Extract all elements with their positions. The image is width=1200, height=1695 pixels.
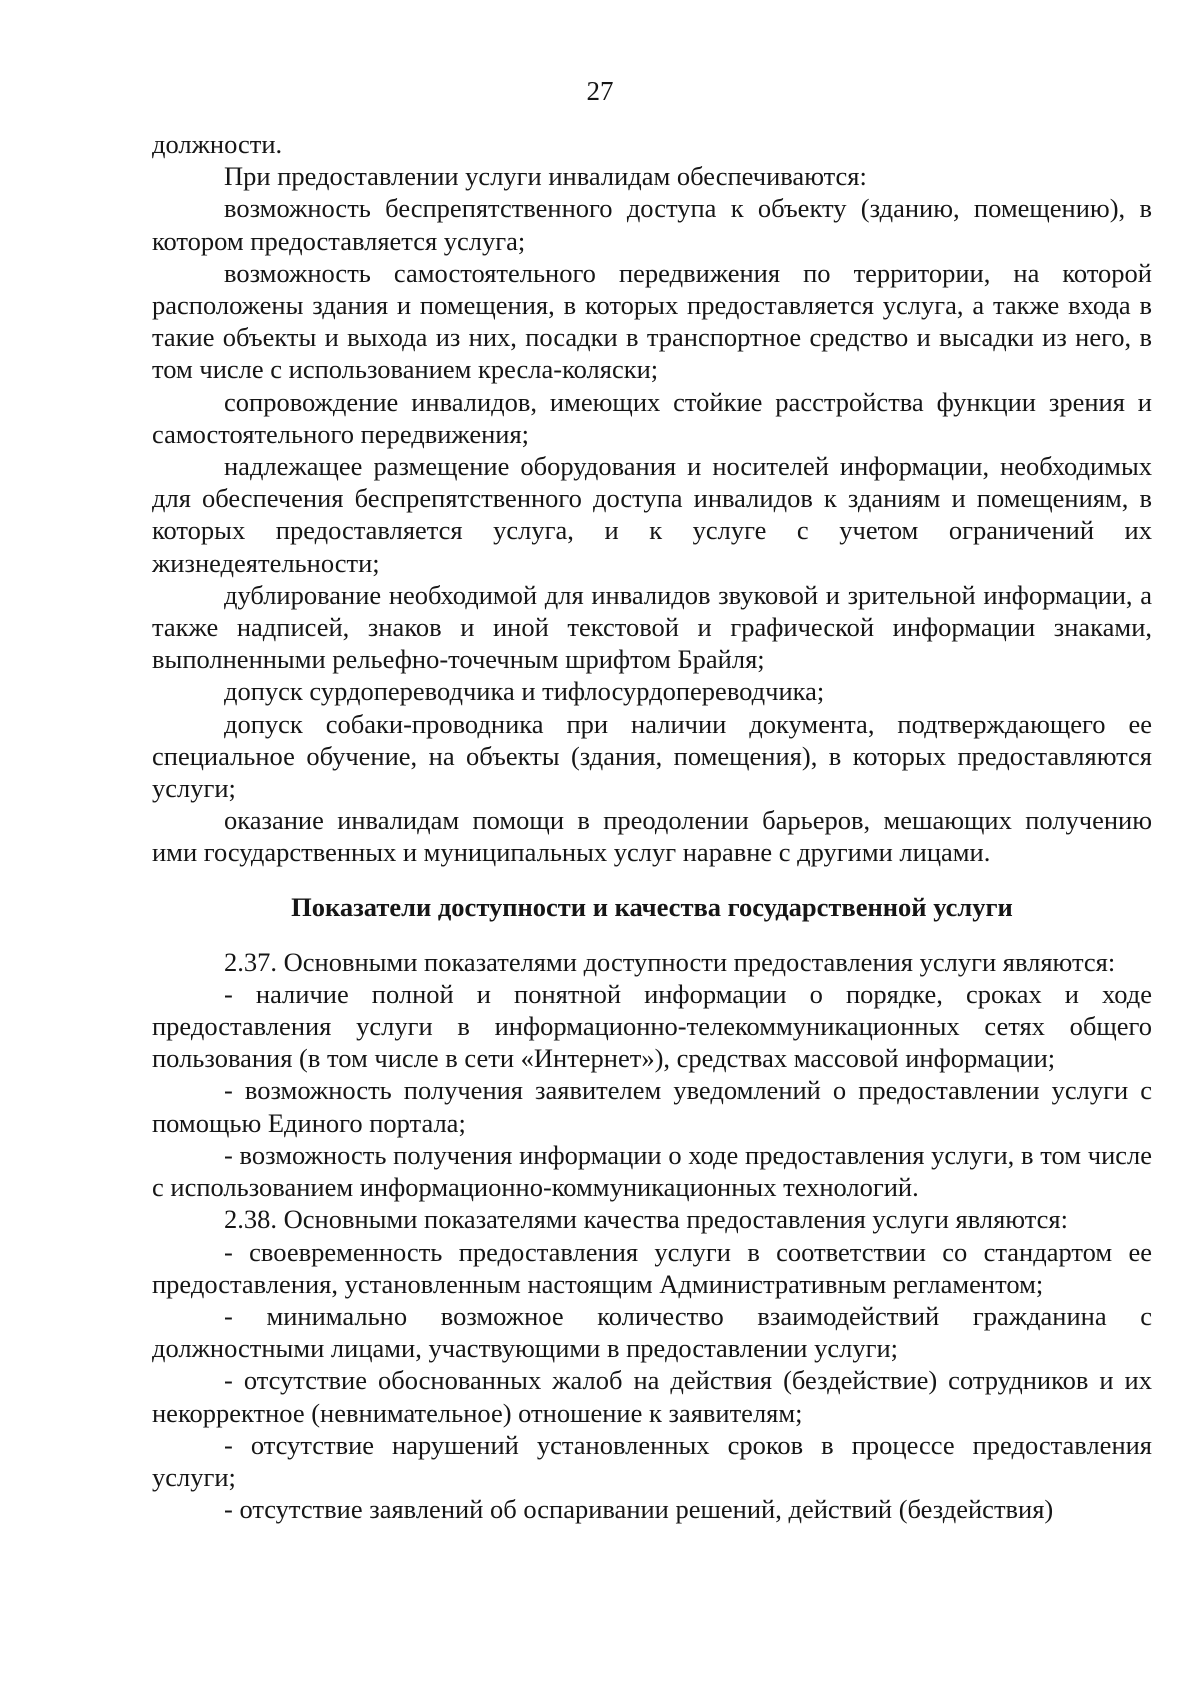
paragraph: - возможность получения информации о ходе предоставления услуги, в том числе с использованием информационно-коммуникационных технологий. [152,1139,1152,1203]
paragraph: 2.38. Основными показателями качества предоставления услуги являются: [224,1204,1068,1235]
paragraph: сопровождение инвалидов, имеющих стойкие расстройства функции зрения и самостоятельного передвижения; [152,386,1152,449]
paragraph: - минимально возможное количество взаимодействий гражданина с должностными лицами, участвующими в предоставлении услуги; [152,1300,1152,1364]
paragraph: дублирование необходимой для инвалидов звуковой и зрительной информации, а также надписей, знаков и иной текстовой и графической информации знаками, выполненными рельефно-точечным шрифтом Брайля; [152,579,1152,675]
paragraph: должности. [152,129,283,159]
document-body [152,128,1152,1525]
paragraph: возможность беспрепятственного доступа к объекту (зданию, помещению), в котором предоставляется услуга; [152,193,1152,256]
page-number: 27 [586,76,614,106]
paragraph: надлежащее размещение оборудования и носителей информации, необходимых для обеспечения беспрепятственного доступа инвалидов к зданиям и помещениям, в которых предоставляется услуга, и к услуге с учетом ограничений их жизнедеятельности; [152,451,1152,578]
section-heading: Показатели доступности и качества государственной услуги [291,891,1013,922]
paragraph: - возможность получения заявителем уведомлений о предоставлении услуги с помощью Единого портала; [152,1075,1152,1138]
paragraph: - наличие полной и понятной информации о порядке, сроках и ходе предоставления услуги в информационно-телекоммуникационных сетях общего пользования (в том числе в сети «Интернет»), средствах массовой информации; [152,978,1152,1074]
paragraph: 2.37. Основными показателями доступности предоставления услуги являются: [224,946,1116,977]
paragraph: допуск сурдопереводчика и тифлосурдопереводчика; [224,676,825,707]
paragraph: - своевременность предоставления услуги в соответствии со стандартом ее предоставления, установленным настоящим Административным регламентом; [152,1236,1152,1299]
paragraph: - отсутствие заявлений об оспаривании решений, действий (бездействия) [224,1494,1054,1525]
paragraph: При предоставлении услуги инвалидам обеспечиваются: [224,161,867,192]
paragraph: оказание инвалидам помощи в преодолении барьеров, мешающих получению ими государственных и муниципальных услуг наравне с другими лицами. [152,805,1152,868]
paragraph: допуск собаки-проводника при наличии документа, подтверждающего ее специальное обучение, на объекты (здания, помещения), в которых предоставляются услуги; [152,708,1152,804]
paragraph: - отсутствие обоснованных жалоб на действия (бездействие) сотрудников и их некорректное (невнимательное) отношение к заявителям; [152,1365,1152,1428]
paragraph: возможность самостоятельного передвижения по территории, на которой расположены здания и помещения, в которых предоставляется услуга, а также входа в такие объекты и выхода из них, посадки в транспортное средство и высадки из него, в том числе с использованием кресла-коляски; [152,257,1152,385]
paragraph: - отсутствие нарушений установленных сроков в процессе предоставления услуги; [152,1429,1152,1492]
